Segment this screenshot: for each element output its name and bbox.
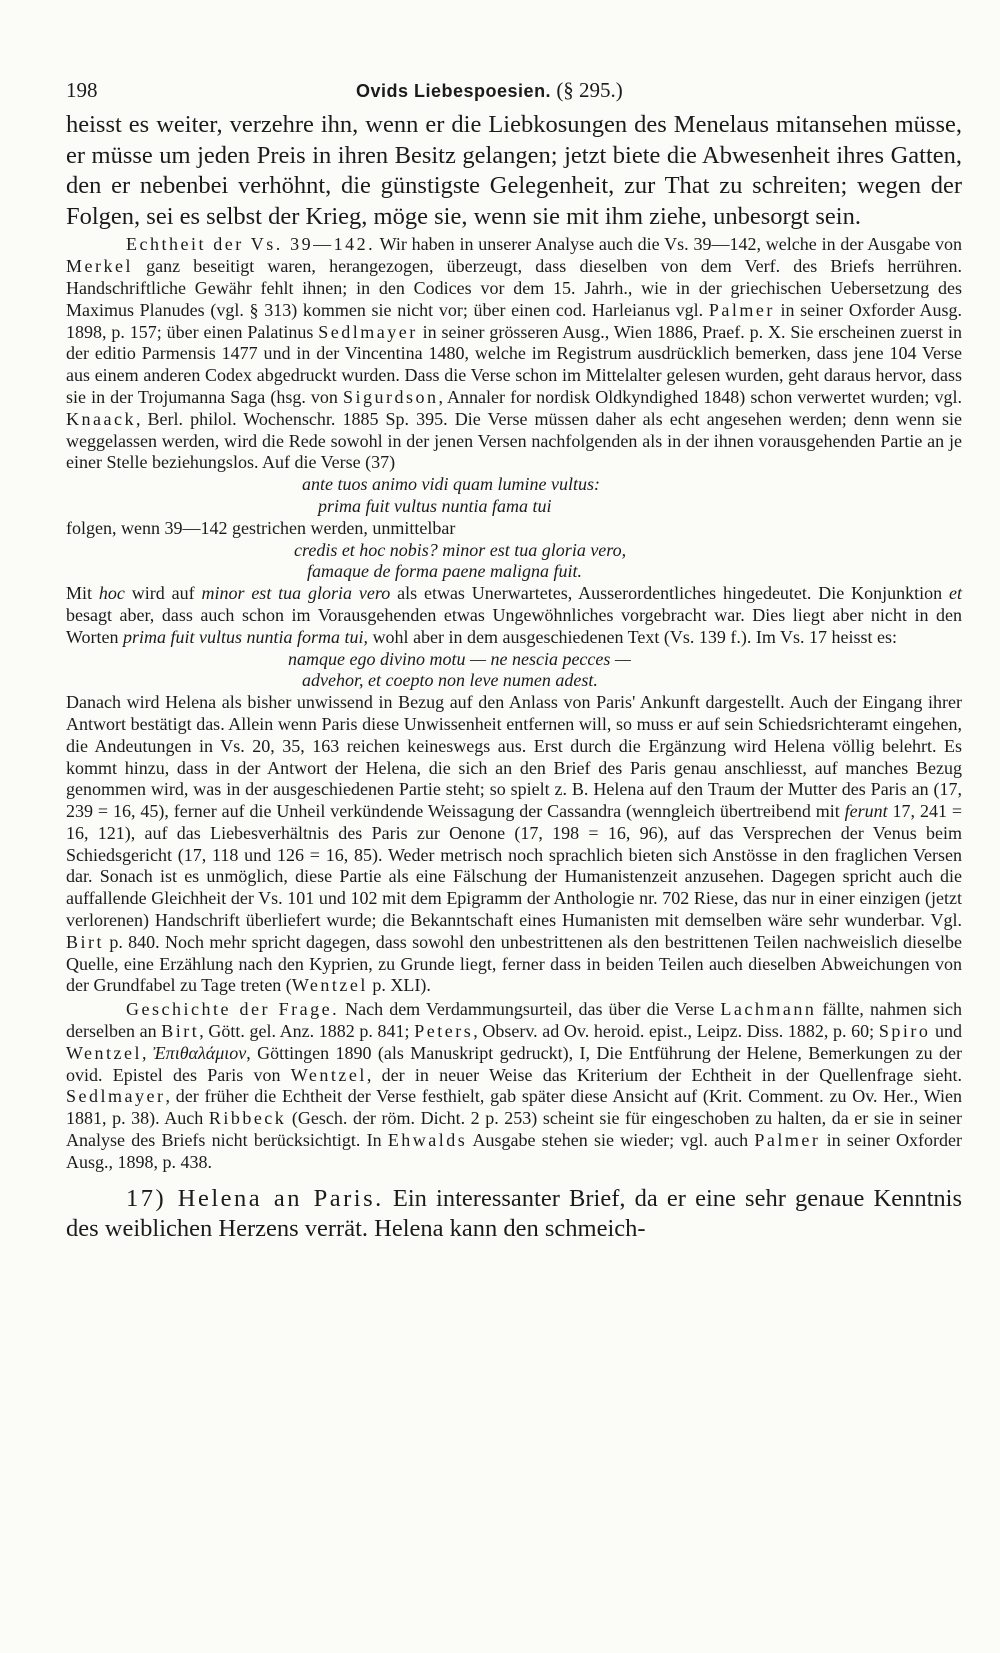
verse-quote: credis et hoc nobis? minor est tua gloria vero, — [294, 539, 627, 560]
verse-quote: famaque de forma paene maligna fuit. — [307, 561, 582, 582]
verse-quote: advehor, et coepto non leve numen adest. — [302, 670, 598, 691]
author-name: Ribbeck — [208, 1108, 287, 1129]
author-name: Merkel — [66, 256, 133, 277]
verse-quote: prima fuit vultus nuntia fama tui — [318, 495, 552, 516]
running-title — [356, 78, 623, 103]
author-name: Ehwalds — [387, 1130, 468, 1151]
echtheit-paragraph: Echtheit der Vs. 39—142. Wir haben in unserer Analyse auch die Vs. 39—142, welche in der Ausgabe von Merkel ganz beseitigt waren, herangezogen, überzeugt, dass dieselben von dem Verf. des Briefs herrühren. Handschriftliche Gewähr fehlt ihnen; in den Codices vor dem 15. Jahrh., wie in der griechischen Uebersetzung des Maximus Planudes (vgl. § 313) kommen sie nicht vor; über einen cod. Harleianus vgl. Palmer in seiner Oxforder Ausg. 1898, p. 157; über einen Palatinus Sedlmayer in seiner grösseren Ausg., Wien 1886, Praef. p. X. Sie erscheinen zuerst in der editio Parmensis 1477 und in der Vincentina 1480, welche im Registrum ausdrücklich bemerken, dass jene 104 Verse aus einem anderen Codex abgedruckt wurden. Dass die Verse schon im Mittelalter gelesen wurden, geht daraus hervor, dass sie in der Trojumanna Saga (hsg. von Sigurdson, Annaler for nordisk Oldkyndighed 1848) schon verwertet wurden; vgl. Knaack, Berl. philol. Wochenschr. 1885 Sp. 395. Die Verse müssen daher als echt angesehen werden; denn wenn sie weggelassen werden, wird die Rede sowohl in der jenen Versen nachfolgenden als in der ihnen vorausgehenden Partie an je einer Stelle beziehungslos. Auf die Verse (37) — [66, 234, 963, 473]
page-number: 198 — [66, 78, 98, 102]
echtheit-heading: Echtheit der Vs. 39—142. — [126, 234, 376, 255]
author-name: Peters — [414, 1021, 474, 1042]
author-name: Knaack — [66, 408, 136, 429]
section-17-paragraph: 17) Helena an Paris. Ein interessanter Brief, da er eine sehr genaue Kenntnis des weiblichen Herzens verrät. Helena kann den schmeich- — [66, 1184, 962, 1243]
geschichte-paragraph: Geschichte der Frage. Nach dem Verdammungsurteil, das über die Verse Lachmann fällte, nahmen sich derselben an Birt, Gött. gel. Anz. 1882 p. 841; Peters, Observ. ad Ov. heroid. epist., Leipz. Diss. 1882, p. 60; Spiro und Wentzel, Ἐπιθαλάμιον, Göttingen 1890 (als Manuskript gedruckt), I, Die Entführung der Helene, Bemerkungen zu der ovid. Epistel des Paris von Wentzel, der in neuer Weise das Kriterium der Echtheit in der Quellenfrage sieht. Sedlmayer, der früher die Echtheit der Verse festhielt, gab später diese Ansicht auf (Krit. Comment. zu Ov. Her., Wien 1881, p. 38). Auch Ribbeck (Gesch. der röm. Dicht. 2 p. 253) scheint sie für eingeschoben zu halten, da er sie in seiner Analyse des Briefs nicht berücksichtigt. In Ehwalds Ausgabe stehen sie wieder; vgl. auch Palmer in seiner Oxforder Ausg., 1898, p. 438. — [66, 999, 963, 1172]
geschichte-heading: Geschichte der Frage. — [126, 999, 340, 1020]
author-name: Wentzel — [291, 975, 368, 996]
author-name: Sedlmayer — [66, 1086, 166, 1107]
author-name: Sigurdson — [342, 386, 439, 407]
verse-quote: ante tuos animo vidi quam lumine vultus: — [302, 474, 600, 495]
section-17-heading: 17) Helena an Paris. — [126, 1184, 384, 1212]
verse-quote: namque ego divino motu — ne nescia pecces — — [288, 648, 631, 669]
author-name: Palmer — [708, 299, 775, 320]
author-name: Spiro — [878, 1021, 931, 1042]
text-paragraph: Danach wird Helena als bisher unwissend in Bezug auf den Anlass von Paris' Ankunft dargestellt. Auch der Eingang ihrer Antwort bestätigt das. Allein wenn Paris diese Unwissenheit entfernen will, so muss er auf sein Schiedsrichteramt eingehen, die Andeutungen in Vs. 20, 35, 163 reichen keineswegs aus. Erst durch die Ergänzung wird Helena völlig belehrt. Es kommt hinzu, dass in der Antwort der Helena, die sich an den Brief des Paris genau anschliesst, auf manches Bezug genommen wird, was in der ausgeschiedenen Partie steht; so spielt z. B. Helena auf den Traum der Mutter des Paris an (17, 239 = 16, 45), ferner auf die Unheil verkündende Weissagung der Cassandra (wenngleich übertreibend mit ferunt 17, 241 = 16, 121), auf das Liebesverhältnis des Paris zur Oenone (17, 198 = 16, 96), auf das Versprechen der Venus beim Schiedsgericht (17, 118 und 126 = 16, 85). Weder metrisch noch sprachlich bieten sich Anstösse in den fraglichen Versen dar. Sonach ist es unmöglich, diese Partie als eine Fälschung der Humanistenzeit anzusehen. Dagegen spricht auch die auffallende Gleichheit der Vs. 101 und 102 mit dem Epigramm der Anthologie nr. 702 Riese, das nur in einer einzigen (jetzt verlorenen) Handschrift überliefert wurde; die Bekanntschaft eines Humanisten mit demselben wäre sehr wunderbar. Vgl. Birt p. 840. Noch mehr spricht dagegen, dass sowohl den unbestrittenen als den bestrittenen Teilen nachweislich dieselbe Quelle, eine Erzählung nach den Kyprien, zu Grunde liegt, ferner dass in beiden Teilen auch dieselben Abweichungen von der Grundfabel zu Tage treten (Wentzel p. XLI). — [66, 692, 962, 996]
author-name: Wentzel — [290, 1064, 367, 1085]
running-header — [66, 70, 962, 110]
intro-paragraph: heisst es weiter, verzehre ihn, wenn er die Liebkosungen des Menelaus mitansehen müsse, er müsse um jeden Preis in ihren Besitz gelangen; jetzt biete die Abwesenheit ihres Gatten, den er nebenbei verhöhnt, die günstigste Gelegenheit, zur That zu schreiten; wegen der Folgen, sei es selbst der Krieg, möge sie, wenn sie mit ihm ziehe, unbesorgt sein. — [66, 111, 962, 230]
author-name: Birt — [66, 931, 105, 952]
author-name: Sedlmayer — [318, 321, 418, 342]
author-name: Birt — [161, 1021, 200, 1042]
text-line: folgen, wenn 39—142 gestrichen werden, unmittelbar — [66, 517, 456, 538]
running-title-bold: Ovids Liebespoesien. — [356, 81, 552, 101]
author-name: Wentzel — [66, 1042, 143, 1063]
author-name: Lachmann — [720, 999, 817, 1020]
author-name: Palmer — [754, 1130, 821, 1151]
text-paragraph: Mit hoc wird auf minor est tua gloria vero als etwas Unerwartetes, Ausserordentliches hingedeutet. Die Konjunktion et besagt aber, dass auch schon im Vorausgehenden etwas Ungewöhnliches vorgebracht war. Dies liegt aber nicht in den Worten prima fuit vultus nuntia forma tui, wohl aber in dem ausgeschiedenen Text (Vs. 139 f.). Im Vs. 17 heisst es: — [66, 583, 962, 647]
greek-title: Ἐπιθαλάμιον — [152, 1042, 247, 1063]
running-title-section: (§ 295.) — [551, 78, 623, 102]
